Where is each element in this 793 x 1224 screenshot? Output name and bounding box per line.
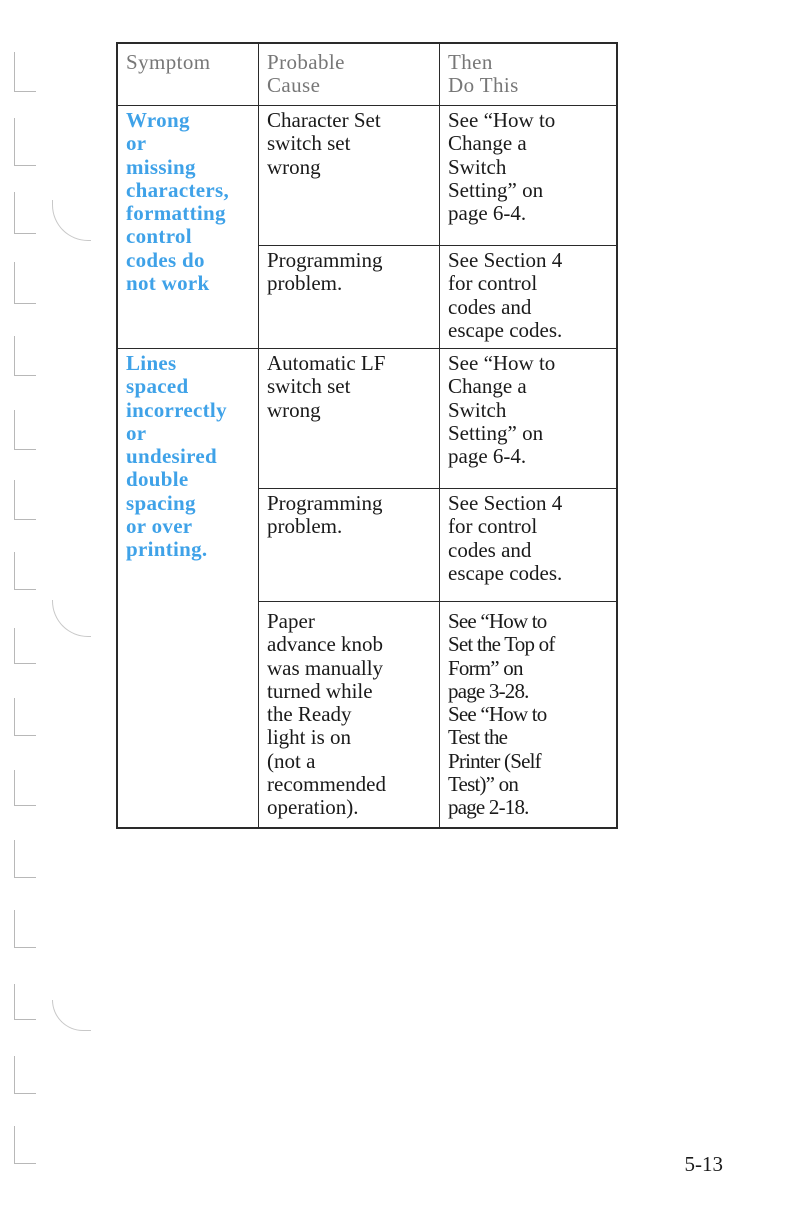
cause-cell: Paper advance knob was manually turned while the Ready light is on (not a recommended operation). (259, 602, 440, 828)
table-row (117, 106, 617, 246)
header-then-do-this: Then Do This (440, 43, 618, 106)
troubleshooting-table (116, 42, 618, 829)
action-cell: See “How to Change a Switch Setting” on page 6-4. (440, 106, 618, 246)
symptom-cell: Wrong or missing characters, formatting control codes do not work (117, 106, 259, 349)
table-header-row (117, 43, 617, 106)
action-cell: See “How to Change a Switch Setting” on page 6-4. (440, 349, 618, 489)
action-cell: See Section 4 for control codes and escape codes. (440, 246, 618, 349)
header-probable-cause: Probable Cause (259, 43, 440, 106)
table-row (117, 349, 617, 489)
page-number: 5-13 (684, 1152, 723, 1176)
header-symptom: Symptom (117, 43, 259, 106)
binder-margin-marks (0, 0, 100, 1224)
cause-cell: Character Set switch set wrong (259, 106, 440, 246)
cause-cell: Programming problem. (259, 246, 440, 349)
symptom-cell: Lines spaced incorrectly or undesired double spacing or over printing. (117, 349, 259, 828)
action-cell: See “How to Set the Top of Form” on page 3-28. See “How to Test the Printer (Self Test)” on page 2-18. (440, 602, 618, 828)
cause-cell: Automatic LF switch set wrong (259, 349, 440, 489)
action-cell: See Section 4 for control codes and escape codes. (440, 489, 618, 602)
cause-cell: Programming problem. (259, 489, 440, 602)
